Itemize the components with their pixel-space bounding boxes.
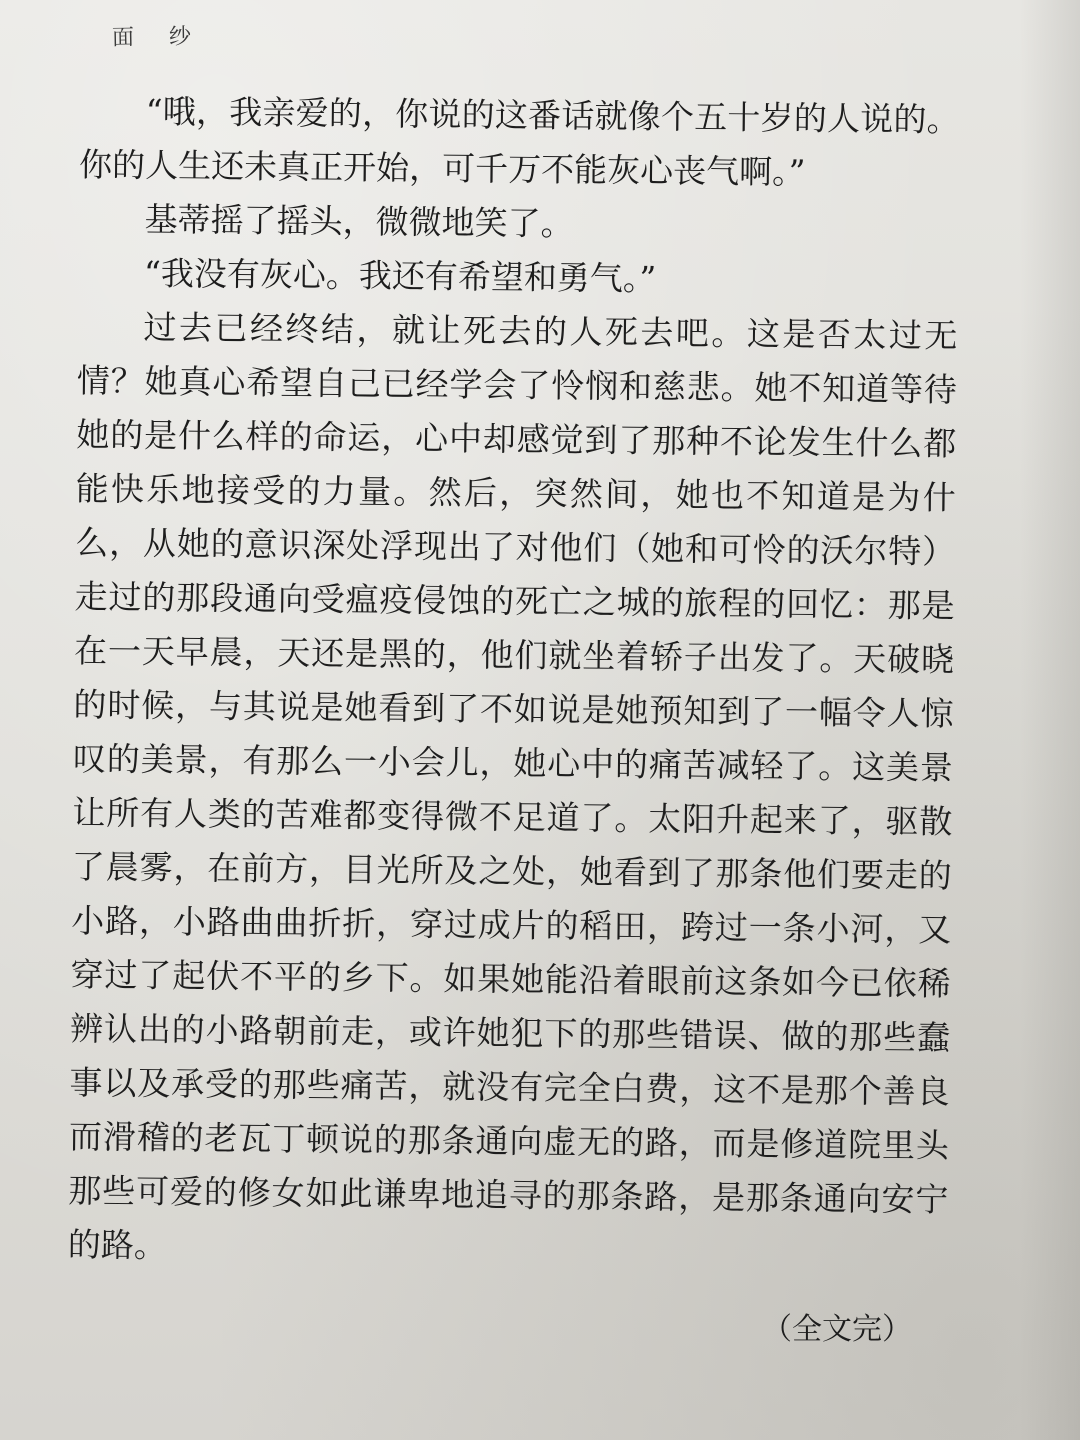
paragraph-1: “哦，我亲爱的，你说的这番话就像个五十岁的人说的。你的人生还未真正开始，可千万不能灰心丧气啊。” — [78, 91, 960, 192]
running-head: 面 纱 — [111, 24, 206, 51]
paragraph-4: 过去已经终结，就让死去的人死去吧。这是否太过无情？她真心希望自己已经学会了怜悯和慈悲。她不知道等待她的是什么样的命运，心中却感觉到了那种不论发生什么都能快乐地接受的力量。然后，突然间，她也不知道是为什么，从她的意识深处浮现出了对他们（她和可怜的沃尔特）走过的那段通向受瘟疫侵蚀的死亡之城的旅程的回忆：那是在一天早晨，天还是黑的，他们就坐着轿子出发了。天破晓的时候，与其说是她看到了不如说是她预知到了一幅令人惊叹的美景，有那么一小会儿，她心中的痛苦减轻了。这美景让所有人类的苦难都变得微不足道了。太阳升起来了，驱散了晨雾，在前方，目光所及之处，她看到了那条他们要走的小路，小路曲曲折折，穿过成片的稻田，跨过一条小河，又穿过了起伏不平的乡下。如果她能沿着眼前这条如今已依稀辨认出的小路朝前走，或许她犯下的那些错误、做的那些蠢事以及承受的那些痛苦，就没有完全白费，这不是那个善良而滑稽的老瓦丁顿说的那条通向虚无的路，而是修道院里头那些可爱的修女如此谦卑地追寻的那条路，是那条通向安宁的路。 — [67, 307, 958, 1265]
paragraph-2: 基蒂摇了摇头，微微地笑了。 — [144, 199, 574, 244]
paragraph-3: “我没有灰心。我还有希望和勇气。” — [143, 253, 657, 299]
end-mark: （全文完） — [762, 1312, 912, 1347]
body-text — [68, 84, 960, 1281]
